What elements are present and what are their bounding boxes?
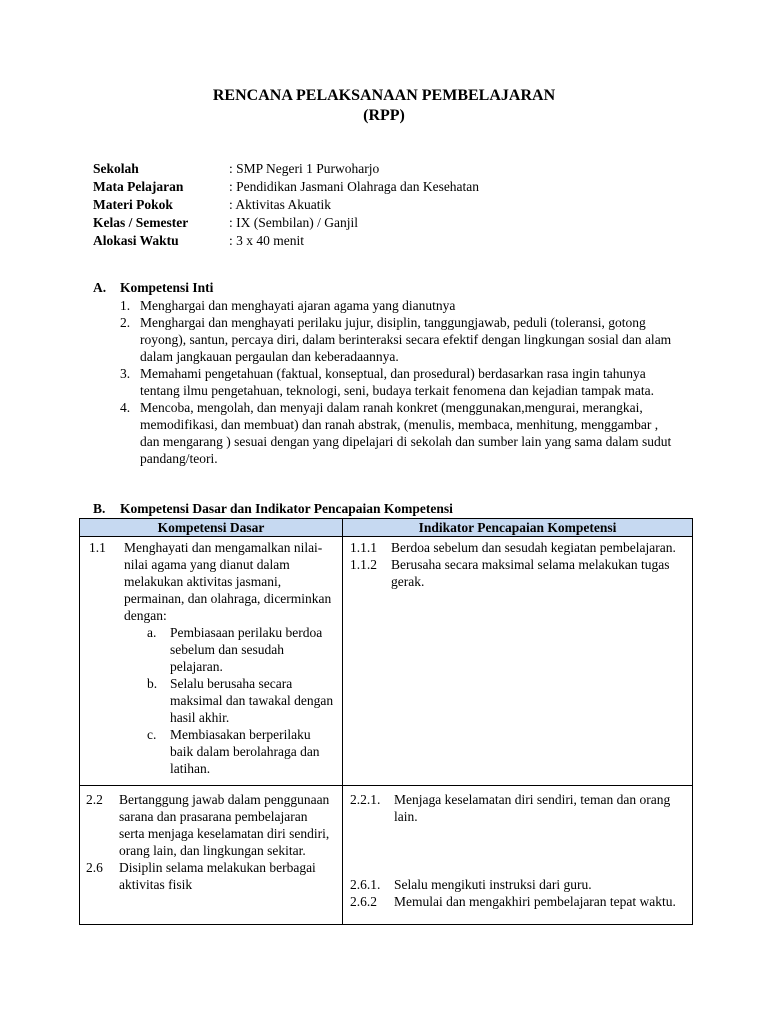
column-header-indicator: Indikator Pencapaian Kompetensi xyxy=(343,519,693,537)
kd-text: Bertanggung jawab dalam penggunaan sarana dan prasarana pembelajaran serta menjaga keselamatan diri sendiri, orang lain, dan lingkungan sekitar. xyxy=(119,792,330,858)
item-text: Memahami pengetahuan (faktual, konseptual, dan prosedural) berdasarkan rasa ingin tahunya tentang ilmu pengetahuan, teknologi, seni, budaya terkait fenomena dan kejadian tampak mata. xyxy=(140,366,654,398)
identity-label: Kelas / Semester xyxy=(93,215,189,230)
kd-item xyxy=(80,539,342,624)
item-number: 3. xyxy=(120,366,131,381)
list-item xyxy=(120,314,680,365)
column-header-kd: Kompetensi Dasar xyxy=(80,519,343,537)
table-cell-indicator xyxy=(343,786,693,925)
table-row xyxy=(80,537,693,786)
indicator-number: 2.6.1. xyxy=(350,877,381,892)
section-title: Kompetensi Dasar dan Indikator Pencapaian Kompetensi xyxy=(120,501,453,516)
list-item xyxy=(147,726,342,777)
sub-letter: c. xyxy=(147,727,157,742)
item-text: Menghargai dan menghayati perilaku jujur, disiplin, tanggungjawab, peduli (toleransi, gotong royong), santun, percaya diri, dalam berinteraksi secara efektif dengan lingkungan sosial dan alam dalam jangkauan pergaulan dan keberadaannya. xyxy=(140,315,672,364)
identity-block xyxy=(93,160,479,250)
indicator-item xyxy=(343,893,692,910)
indicator-number: 2.6.2 xyxy=(350,894,377,909)
item-number: 4. xyxy=(120,400,131,415)
sub-letter: a. xyxy=(147,625,157,640)
table-cell-indicator xyxy=(343,537,693,786)
indicator-text: Berusaha secara maksimal selama melakukan tugas gerak. xyxy=(391,557,670,589)
kd-item xyxy=(80,791,342,859)
kd-text: Menghayati dan mengamalkan nilai-nilai agama yang dianut dalam melakukan aktivitas jasmani, permainan, dan olahraga, dicerminkan dengan: xyxy=(124,540,332,623)
item-text: Menghargai dan menghayati ajaran agama yang dianutnya xyxy=(140,298,456,313)
document-title: RENCANA PELAKSANAAN PEMBELAJARAN xyxy=(212,87,556,104)
indicator-text: Menjaga keselamatan diri sendiri, teman dan orang lain. xyxy=(394,792,671,824)
indicator-item xyxy=(343,791,692,825)
indicator-number: 2.2.1. xyxy=(350,792,381,807)
identity-value: : 3 x 40 menit xyxy=(229,233,304,248)
indicator-text: Berdoa sebelum dan sesudah kegiatan pembelajaran. xyxy=(391,540,676,555)
table-header-row xyxy=(80,519,693,537)
list-item xyxy=(147,675,342,726)
identity-row-subject xyxy=(93,178,479,196)
sub-text: Membiasakan berperilaku baik dalam berolahraga dan latihan. xyxy=(170,727,320,776)
indicator-text: Memulai dan mengakhiri pembelajaran tepat waktu. xyxy=(394,894,676,909)
section-letter: B. xyxy=(93,501,106,516)
section-letter: A. xyxy=(93,280,107,295)
table-row xyxy=(80,786,693,925)
table-cell-kd xyxy=(80,786,343,925)
sub-letter: b. xyxy=(147,676,158,691)
identity-label: Mata Pelajaran xyxy=(93,179,184,194)
item-number: 2. xyxy=(120,315,131,330)
identity-label: Alokasi Waktu xyxy=(93,233,179,248)
identity-row-school xyxy=(93,160,479,178)
list-item xyxy=(120,297,680,314)
identity-label: Sekolah xyxy=(93,161,139,176)
section-title: Kompetensi Inti xyxy=(120,280,214,295)
section-a-heading xyxy=(93,279,213,296)
kd-number: 2.6 xyxy=(86,860,103,875)
kd-sub-list xyxy=(80,624,342,777)
document-subtitle: (RPP) xyxy=(363,107,405,124)
sub-text: Pembiasaan perilaku berdoa sebelum dan sesudah pelajaran. xyxy=(170,625,323,674)
identity-value: : Pendidikan Jasmani Olahraga dan Kesehatan xyxy=(229,179,480,194)
indicator-number: 1.1.2 xyxy=(350,557,377,572)
sub-text: Selalu berusaha secara maksimal dan tawakal dengan hasil akhir. xyxy=(170,676,334,725)
indicator-item xyxy=(343,556,692,590)
identity-value: : Aktivitas Akuatik xyxy=(229,197,332,212)
list-item xyxy=(120,399,680,467)
table-cell-kd xyxy=(80,537,343,786)
indicator-item xyxy=(343,539,692,556)
kd-number: 1.1 xyxy=(89,540,106,555)
list-item xyxy=(120,365,680,399)
identity-row-topic xyxy=(93,196,479,214)
item-number: 1. xyxy=(120,298,131,313)
identity-value: : IX (Sembilan) / Ganjil xyxy=(229,215,358,230)
identity-value: : SMP Negeri 1 Purwoharjo xyxy=(229,161,380,176)
kd-text: Disiplin selama melakukan berbagai aktivitas fisik xyxy=(119,860,316,892)
kompetensi-inti-list xyxy=(120,297,680,467)
item-text: Mencoba, mengolah, dan menyaji dalam ranah konkret (menggunakan,mengurai, merangkai, memodifikasi, dan membuat) dan ranah abstrak, (menulis, membaca, menhitung, menggambar , dan mengarang ) sesuai dengan yang dipelajari di sekolah dan sumber lain yang sama dalam sudut pandang/teori. xyxy=(140,400,672,466)
list-item xyxy=(147,624,342,675)
identity-row-class xyxy=(93,214,479,232)
indicator-text: Selalu mengikuti instruksi dari guru. xyxy=(394,877,592,892)
kd-item xyxy=(80,859,342,893)
identity-label: Materi Pokok xyxy=(93,197,173,212)
indicator-item xyxy=(343,876,692,893)
identity-row-time xyxy=(93,232,479,250)
section-b-heading xyxy=(93,500,453,517)
competency-table xyxy=(79,518,693,925)
indicator-number: 1.1.1 xyxy=(350,540,377,555)
kd-number: 2.2 xyxy=(86,792,103,807)
